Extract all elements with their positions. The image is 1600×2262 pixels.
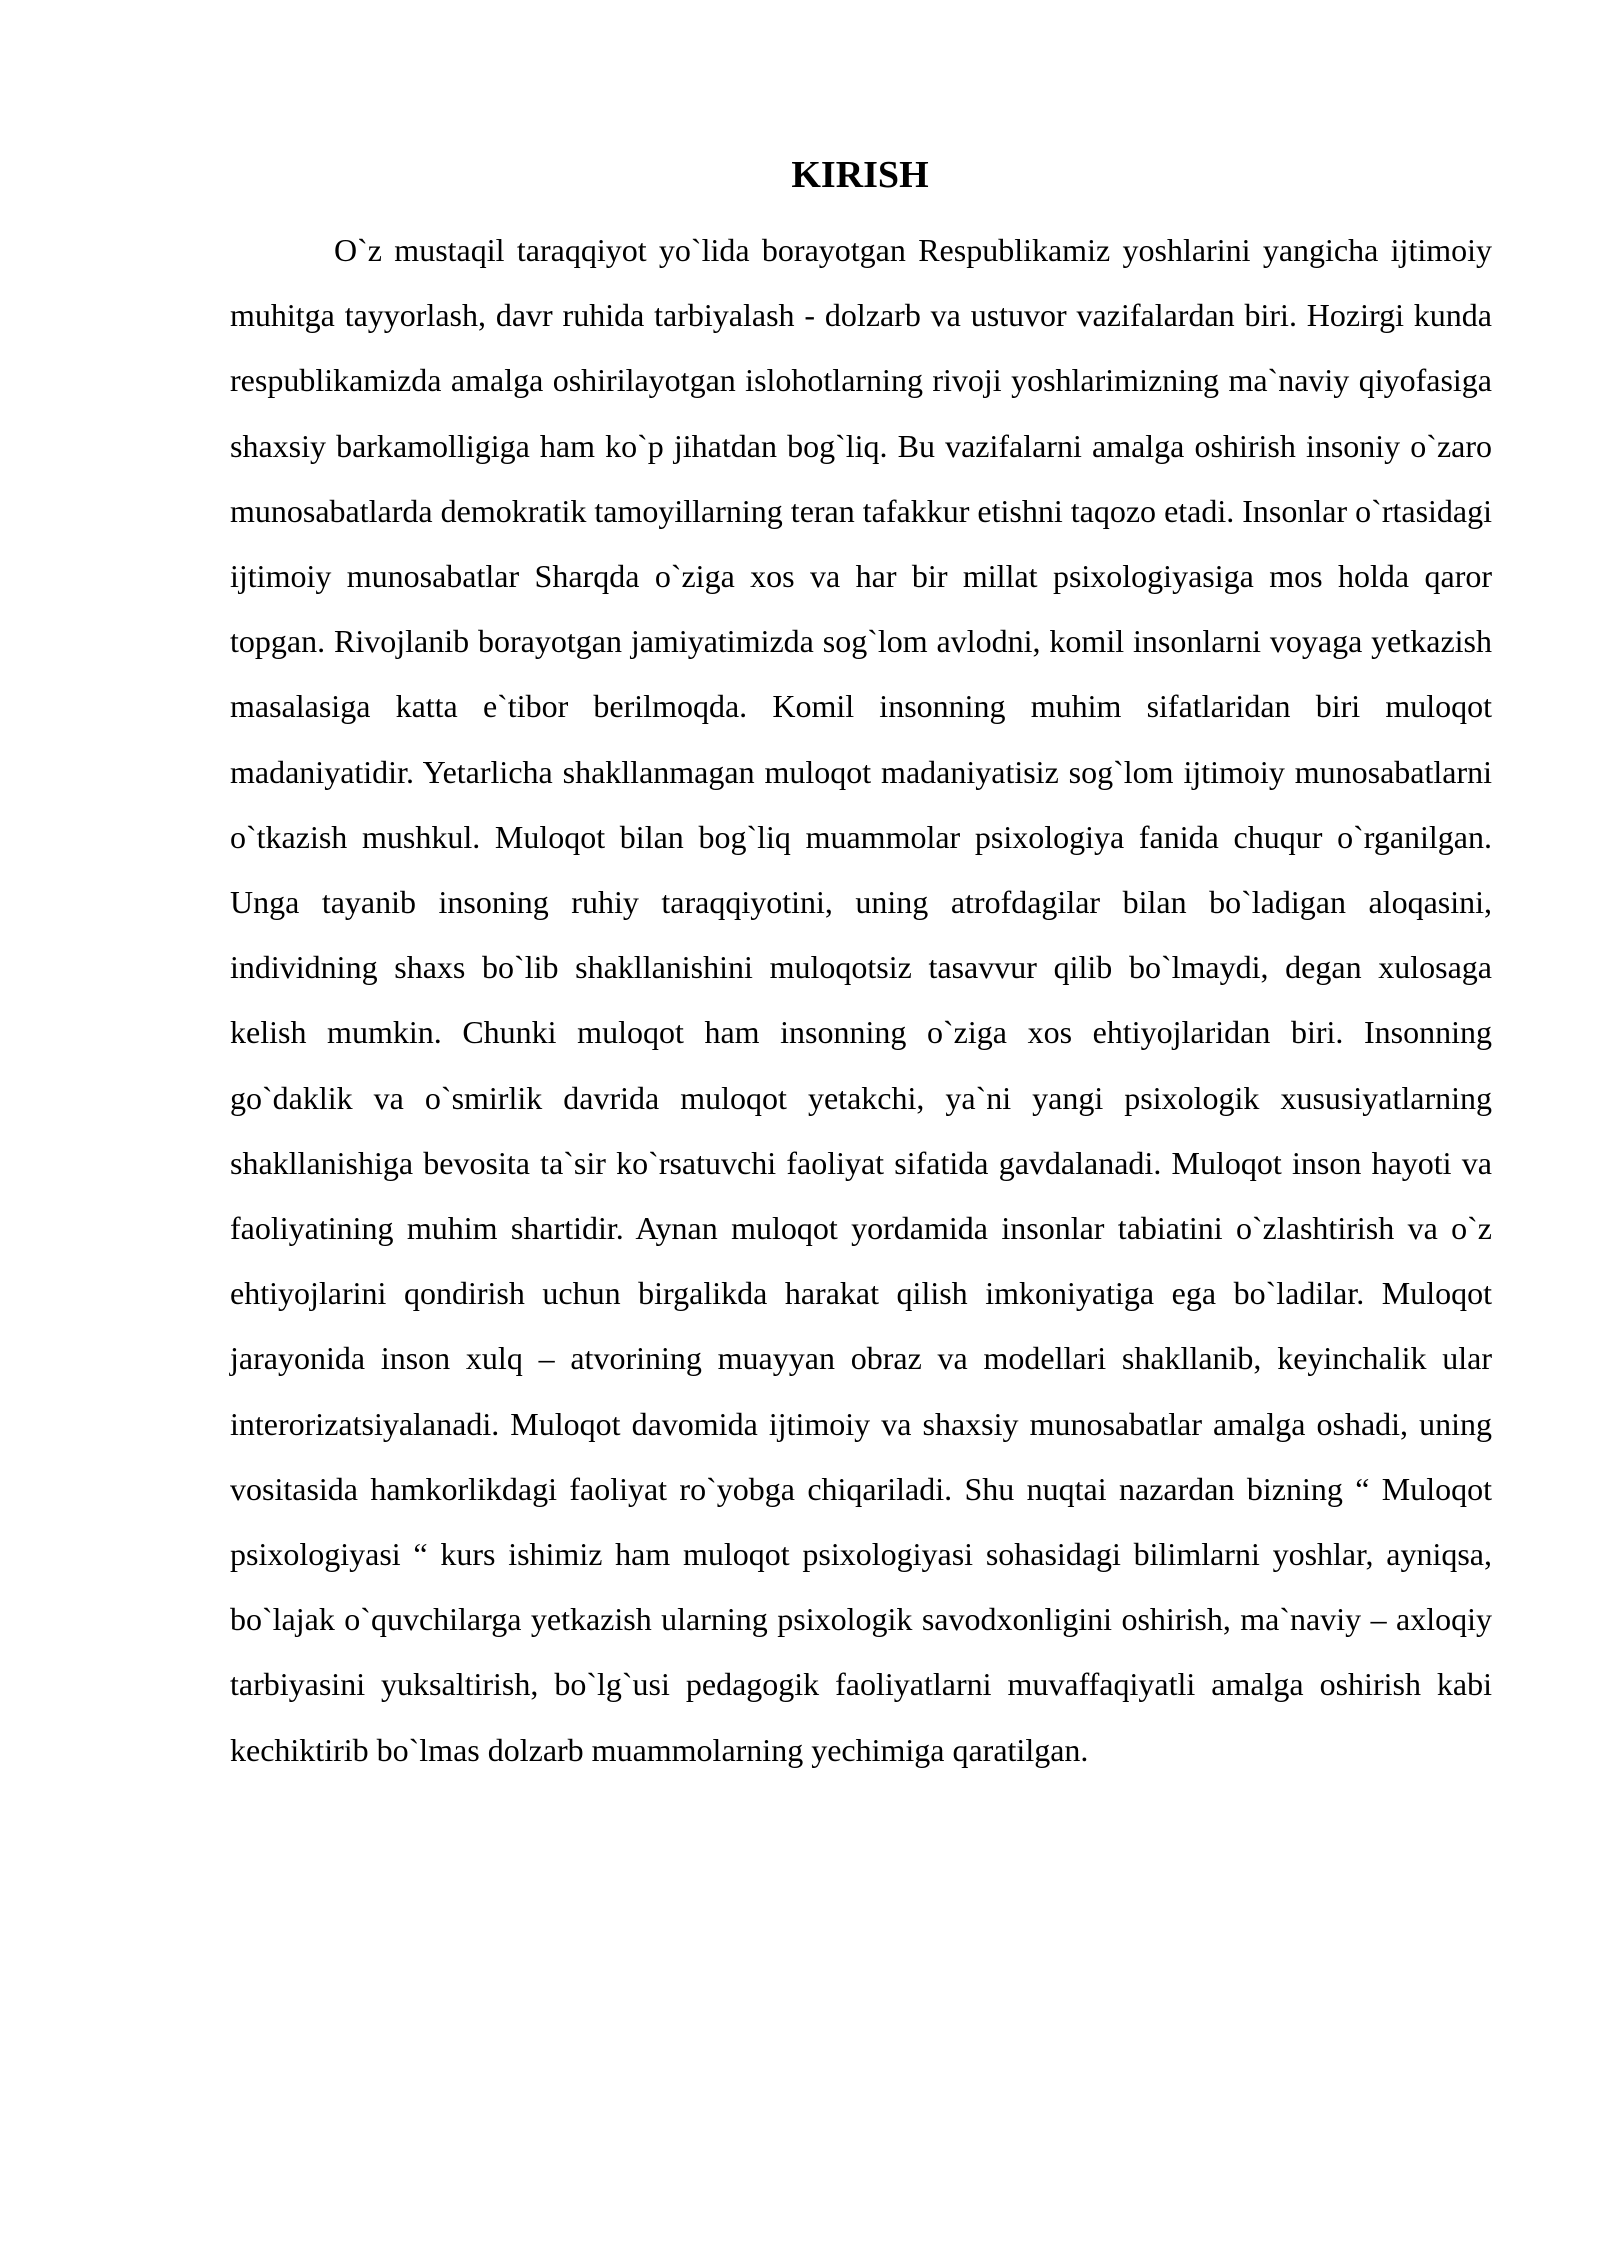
introduction-paragraph: O`z mustaqil taraqqiyot yo`lida borayotgan Respublikamiz yoshlarini yangicha ijtimoiy muhitga tayyorlash, davr ruhida tarbiyalash - dolzarb va ustuvor vazifalardan biri. Hozirgi kunda respublikamizda amalga oshirilayotgan islohotlarning rivoji yoshlarimizning ma`naviy qiyofasiga shaxsiy barkamolligiga ham ko`p jihatdan bog`liq. Bu vazifalarni amalga oshirish insoniy o`zaro munosabatlarda demokratik tamoyillarning teran tafakkur etishni taqozo etadi. Insonlar o`rtasidagi ijtimoiy munosabatlar Sharqda o`ziga xos va har bir millat psixologiyasiga mos holda qaror topgan. Rivojlanib borayotgan jamiyatimizda sog`lom avlodni, komil insonlarni voyaga yetkazish masalasiga katta e`tibor berilmoqda. Komil insonning muhim sifatlaridan biri muloqot madaniyatidir. Yetarlicha shakllanmagan muloqot madaniyatisiz sog`lom ijtimoiy munosabatlarni o`tkazish mushkul. Muloqot bilan bog`liq muammolar psixologiya fanida chuqur o`rganilgan. Unga tayanib insoning ruhiy taraqqiyotini, uning atrofdagilar bilan bo`ladigan aloqasini, individning shaxs bo`lib shakllanishini muloqotsiz tasavvur qilib bo`lmaydi, degan xulosaga kelish mumkin. Chunki muloqot ham insonning o`ziga xos ehtiyojlaridan biri. Insonning go`daklik va o`smirlik davrida muloqot yetakchi, ya`ni yangi psixologik xususiyatlarning shakllanishiga bevosita ta`sir ko`rsatuvchi faoliyat sifatida gavdalanadi. Muloqot inson hayoti va faoliyatining muhim shartidir. Aynan muloqot yordamida insonlar tabiatini o`zlashtirish va o`z ehtiyojlarini qondirish uchun birgalikda harakat qilish imkoniyatiga ega bo`ladilar. Muloqot jarayonida inson xulq – atvorining muayyan obraz va modellari shakllanib, keyinchalik ular interorizatsiyalanadi. Muloqot davomida ijtimoiy va shaxsiy munosabatlar amalga oshadi, uning vositasida hamkorlikdagi faoliyat ro`yobga chiqariladi. Shu nuqtai nazardan bizning “ Muloqot psixologiyasi “ kurs ishimiz ham muloqot psixologiyasi sohasidagi bilimlarni yoshlar, ayniqsa, bo`lajak o`quvchilarga yetkazish ularning psixologik savodxonligini oshirish, ma`naviy – axloqiy tarbiyasini yuksaltirish, bo`lg`usi pedagogik faoliyatlarni muvaffaqiyatli amalga oshirish kabi kechiktirib bo`lmas dolzarb muammolarning yechimiga qaratilgan. [230,232,1492,1768]
page-title: KIRISH [791,154,929,196]
